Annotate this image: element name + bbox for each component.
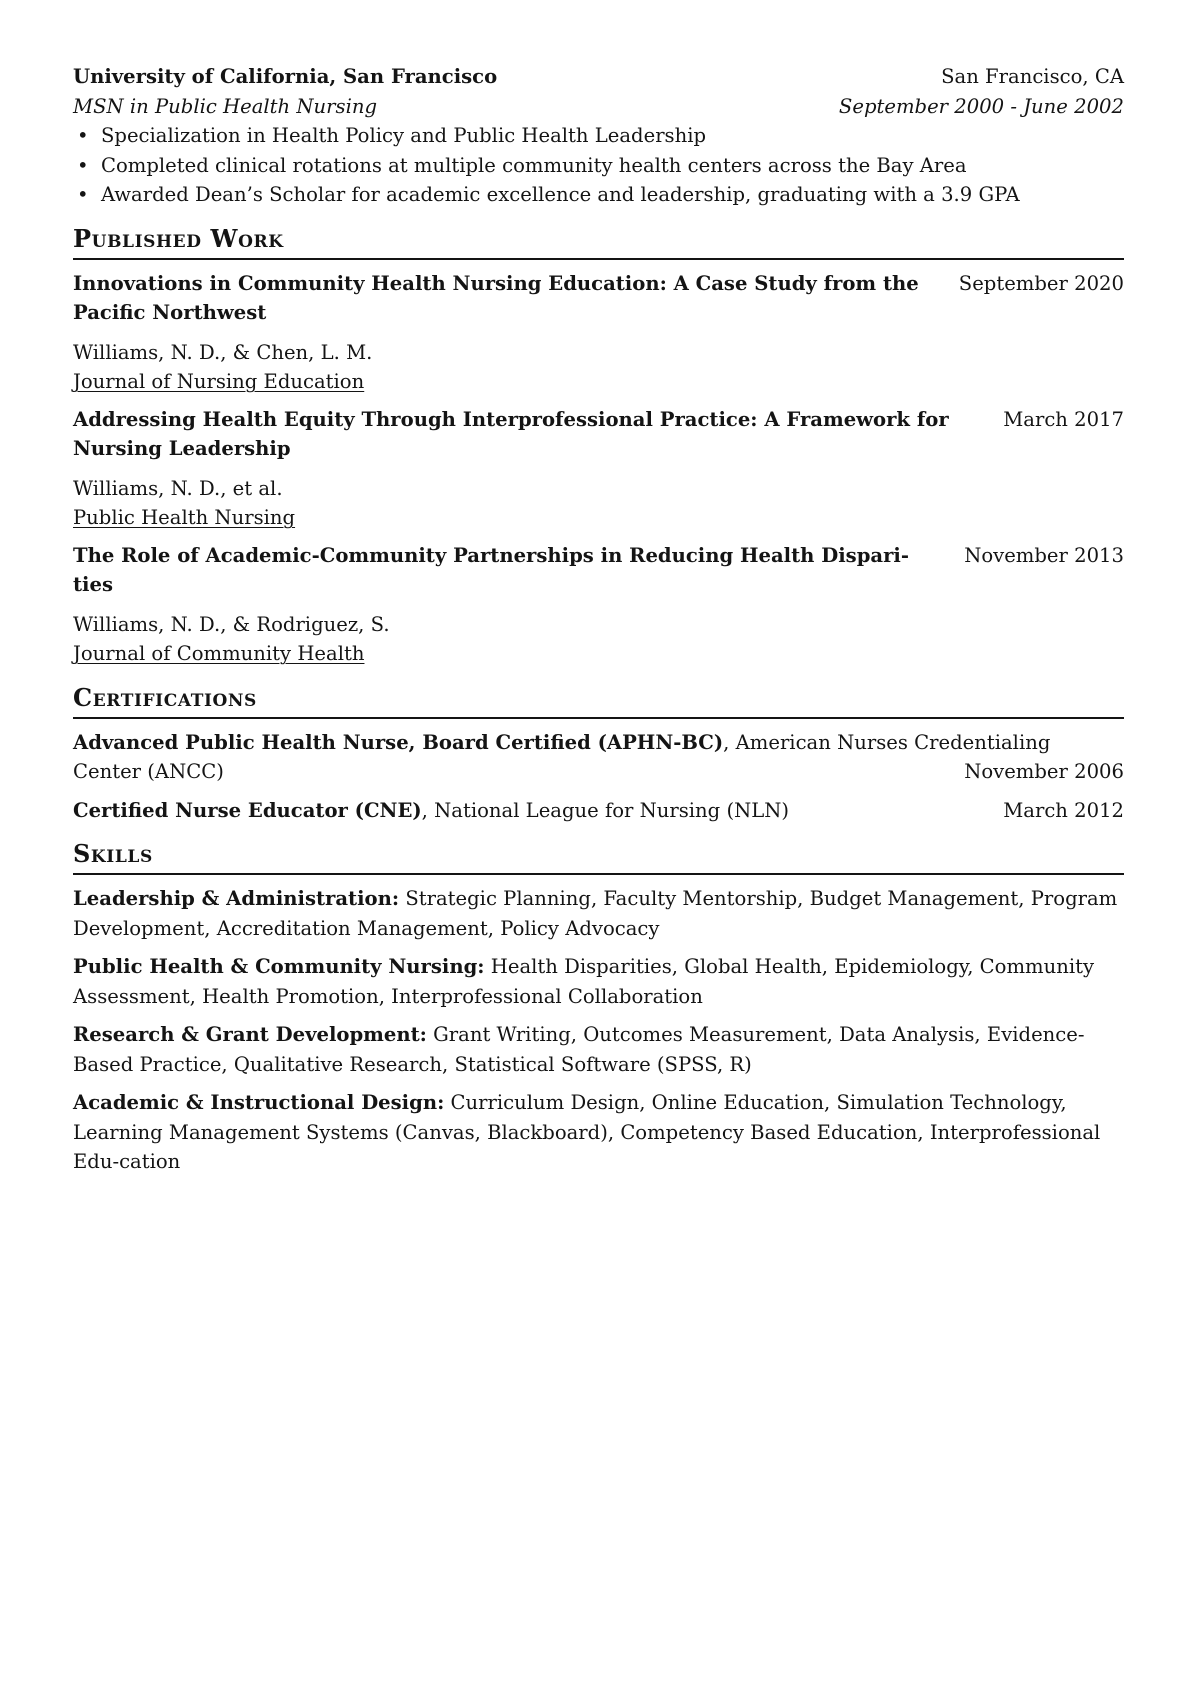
skill-group [73, 1020, 1124, 1079]
skill-group-text: Health Disparities, Global Health, Epidemiology, Community Assessment, Health Promotion, Interprofessional Collaboration [73, 955, 1095, 1008]
skill-group-label: Academic & Instructional Design: [73, 1091, 445, 1114]
certification-item [73, 728, 1124, 787]
list-item [73, 151, 1124, 181]
bullet-text: Completed clinical rotations at multiple community health centers across the Bay Area [101, 153, 967, 177]
certification-issuer: , American Nurses Credentialing [723, 730, 1051, 754]
education-dates: September 2000 - June 2002 [838, 94, 1124, 118]
certification-row [73, 796, 1124, 826]
certification-cont-row [73, 757, 1124, 787]
certification-name: Certified Nurse Educator (CNE) [73, 798, 422, 822]
publication-title-row [73, 269, 1124, 328]
publication-item [73, 269, 1124, 397]
skill-group-text: Strategic Planning, Faculty Mentorship, Budget Management, Program Development, Accreditation Management, Policy Advocacy [73, 887, 1118, 940]
bullet-icon: • [77, 153, 89, 177]
publication-title: Innovations in Community Health Nursing Education: A Case Study from the Pacific Northwest [73, 271, 919, 324]
education-entry [73, 62, 1124, 210]
skill-group-label: Leadership & Administration: [73, 887, 400, 910]
certification-issuer: , National League for Nursing (NLN) [421, 798, 790, 822]
education-degree-row [73, 92, 1124, 122]
list-item [73, 180, 1124, 210]
section-heading-certifications: Certifications [73, 683, 1124, 719]
resume-page [73, 62, 1124, 1186]
institution-name: University of California, San Francisco [73, 65, 498, 88]
bullet-icon: • [77, 183, 89, 206]
education-bullets [73, 121, 1124, 210]
certification-date: March 2012 [1003, 798, 1124, 822]
education-header-row [73, 62, 1124, 92]
certification-item [73, 796, 1124, 826]
skill-group [73, 1088, 1124, 1177]
publication-title: Addressing Health Equity Through Interprofessional Practice: A Framework for Nursing Leadership [73, 407, 949, 460]
publication-title-row [73, 541, 1124, 600]
section-heading-published-work: Published Work [73, 224, 1124, 260]
bullet-icon: • [77, 124, 89, 147]
degree: MSN in Public Health Nursing [73, 94, 378, 118]
bullet-text: Awarded Dean’s Scholar for academic excellence and leadership, graduating with a 3.9 GPA [101, 183, 1020, 206]
institution-location: San Francisco, CA [941, 65, 1124, 88]
skill-group [73, 884, 1124, 943]
publication-date: September 2020 [958, 271, 1124, 295]
publication-journal-link[interactable]: Journal of Community Health [73, 642, 365, 665]
certification-line [73, 728, 1124, 758]
publication-authors: Williams, N. D., et al. [73, 476, 283, 500]
publication-date: November 2013 [964, 543, 1124, 567]
skill-group-text: Curriculum Design, Online Education, Simulation Technology, Learning Management Systems (Canvas, Blackboard), Competency Based Education, Interprofessional Edu-cation [73, 1091, 1101, 1173]
publication-date: March 2017 [1003, 407, 1124, 431]
publication-journal-link[interactable]: Journal of Nursing Education [73, 370, 365, 393]
certification-issuer-cont: Center (ANCC) [73, 760, 224, 783]
publication-authors: Williams, N. D., & Rodriguez, S. [73, 612, 390, 636]
certification-name: Advanced Public Health Nurse, Board Certified (APHN-BC) [73, 730, 724, 754]
skill-group-label: Public Health & Community Nursing: [73, 955, 485, 978]
publication-authors: Williams, N. D., & Chen, L. M. [73, 340, 373, 364]
publication-item [73, 405, 1124, 533]
skill-group-label: Research & Grant Development: [73, 1023, 427, 1046]
publication-item [73, 541, 1124, 669]
list-item [73, 121, 1124, 151]
skill-group [73, 952, 1124, 1011]
publication-title: The Role of Academic-Community Partnerships in Reducing Health Dispari-ties [73, 543, 909, 596]
skill-group-text: Grant Writing, Outcomes Measurement, Data Analysis, Evidence-Based Practice, Qualitative Research, Statistical Software (SPSS, R) [73, 1023, 1085, 1076]
section-heading-skills: Skills [73, 839, 1124, 875]
publication-journal-link[interactable]: Public Health Nursing [73, 506, 296, 529]
publication-title-row [73, 405, 1124, 464]
bullet-text: Specialization in Health Policy and Public Health Leadership [101, 124, 707, 147]
certification-date: November 2006 [964, 760, 1124, 783]
